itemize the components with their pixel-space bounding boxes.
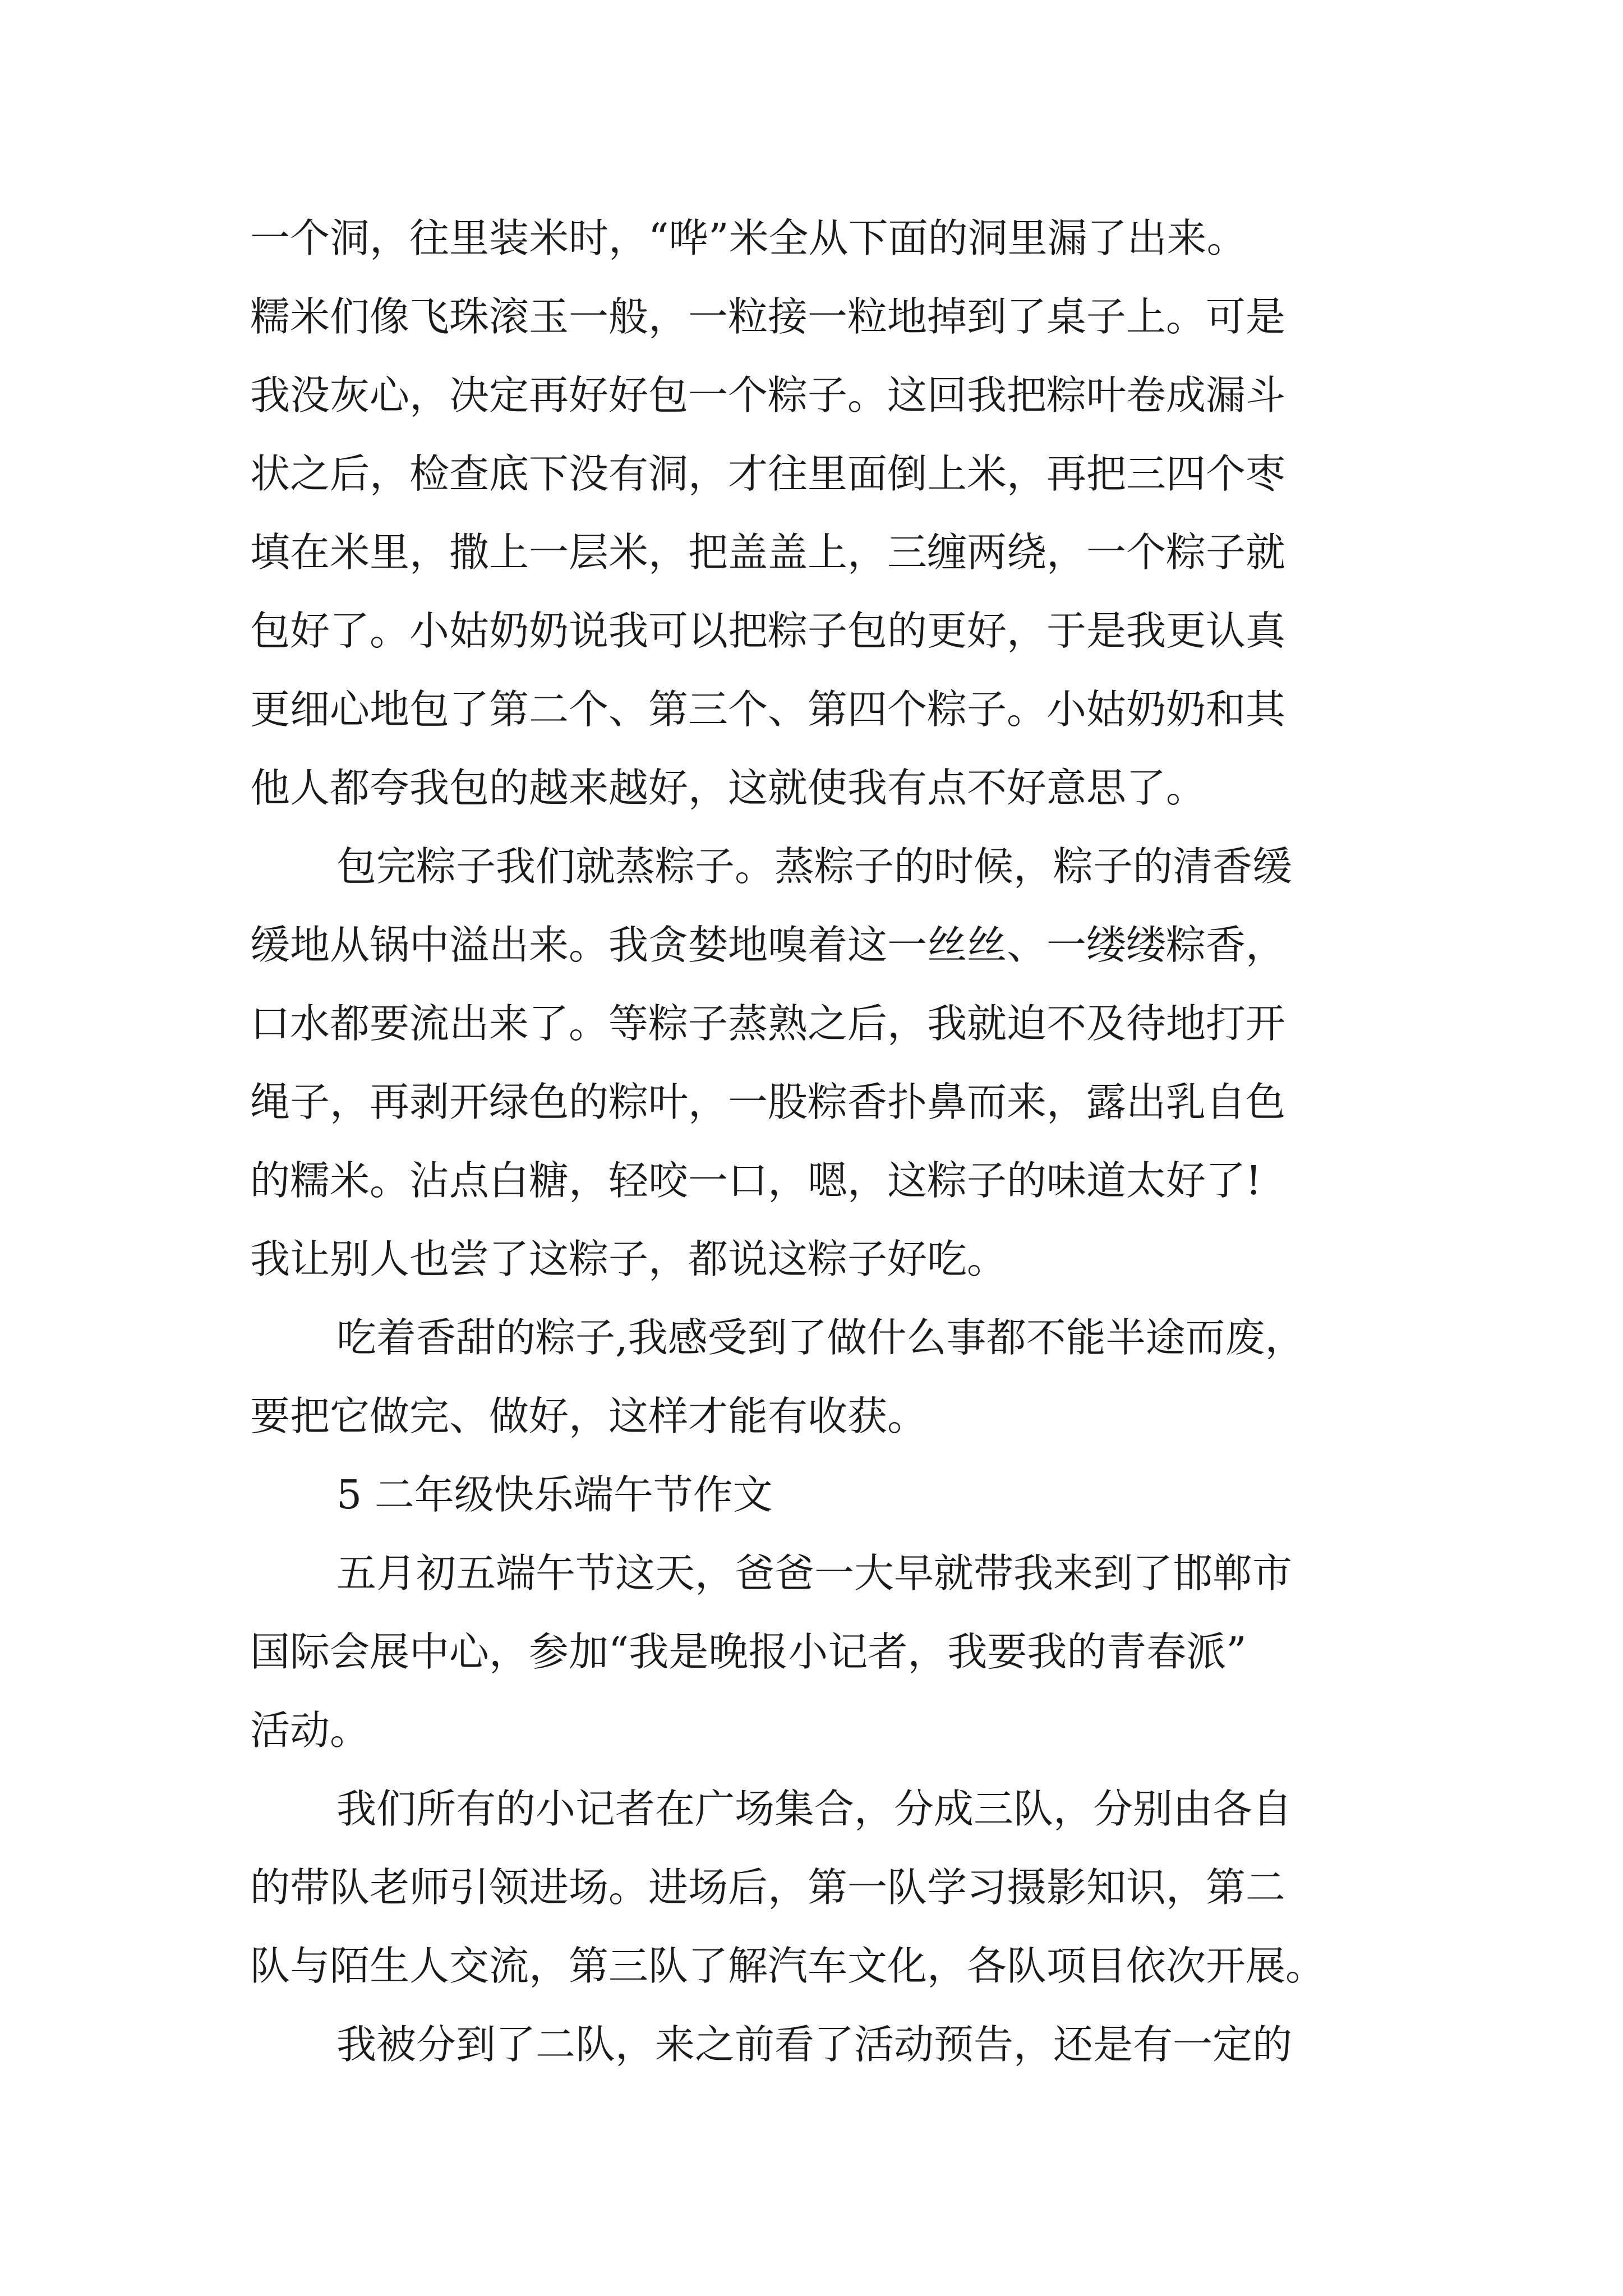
text-line: 队与陌生人交流，第三队了解汽车文化，各队项目依次开展。 — [250, 1943, 1326, 1989]
text-line: 的带队老师引领进场。进场后，第一队学习摄影知识，第二 — [250, 1864, 1286, 1911]
section-heading: 5 二年级快乐端午节作文 — [336, 1471, 773, 1518]
text-line: 口水都要流出来了。等粽子蒸熟之后，我就迫不及待地打开 — [250, 1000, 1286, 1047]
text-line: 国际会展中心，参加“我是晚报小记者，我要我的青春派” — [250, 1628, 1247, 1675]
text-line: 绳子，再剥开绿色的粽叶，一股粽香扑鼻而来，露出乳自色 — [250, 1079, 1286, 1125]
text-line: 包好了。小姑奶奶说我可以把粽子包的更好，于是我更认真 — [250, 608, 1286, 654]
text-line: 一个洞，往里装米时，“哗”米全从下面的洞里漏了出来。 — [250, 215, 1247, 261]
paragraph-first-line: 包完粽子我们就蒸粽子。蒸粽子的时候，粽子的清香缓 — [336, 843, 1293, 890]
paragraph-first-line: 我们所有的小记者在广场集合，分成三队，分别由各自 — [336, 1786, 1293, 1832]
text-line: 的糯米。沾点白糖，轻咬一口，嗯，这粽子的味道太好了! — [250, 1157, 1262, 1204]
text-line: 缓地从锅中溢出来。我贪婪地嗅着这一丝丝、一缕缕粽香， — [250, 922, 1286, 968]
text-line: 糯米们像飞珠滚玉一般，一粒接一粒地掉到了桌子上。可是 — [250, 293, 1286, 340]
text-line: 填在米里，撒上一层米，把盖盖上，三缠两绕，一个粽子就 — [250, 529, 1286, 576]
text-line: 我让别人也尝了这粽子，都说这粽子好吃。 — [250, 1236, 1007, 1282]
text-line: 状之后，检查底下没有洞，才往里面倒上米，再把三四个枣 — [250, 450, 1286, 497]
text-line: 活动。 — [250, 1707, 370, 1754]
paragraph-first-line: 我被分到了二队，来之前看了活动预告，还是有一定的 — [336, 2021, 1293, 2068]
text-line: 我没灰心，决定再好好包一个粽子。这回我把粽叶卷成漏斗 — [250, 372, 1286, 418]
paragraph-first-line: 五月初五端午节这天，爸爸一大早就带我来到了邯郸市 — [336, 1550, 1293, 1596]
text-line: 他人都夸我包的越来越好，这就使我有点不好意思了。 — [250, 765, 1206, 811]
paragraph-first-line: 吃着香甜的粽子,我感受到了做什么事都不能半途而废， — [336, 1314, 1305, 1361]
text-line: 更细心地包了第二个、第三个、第四个粽子。小姑奶奶和其 — [250, 686, 1286, 733]
text-line: 要把它做完、做好，这样才能有收获。 — [250, 1393, 928, 1439]
